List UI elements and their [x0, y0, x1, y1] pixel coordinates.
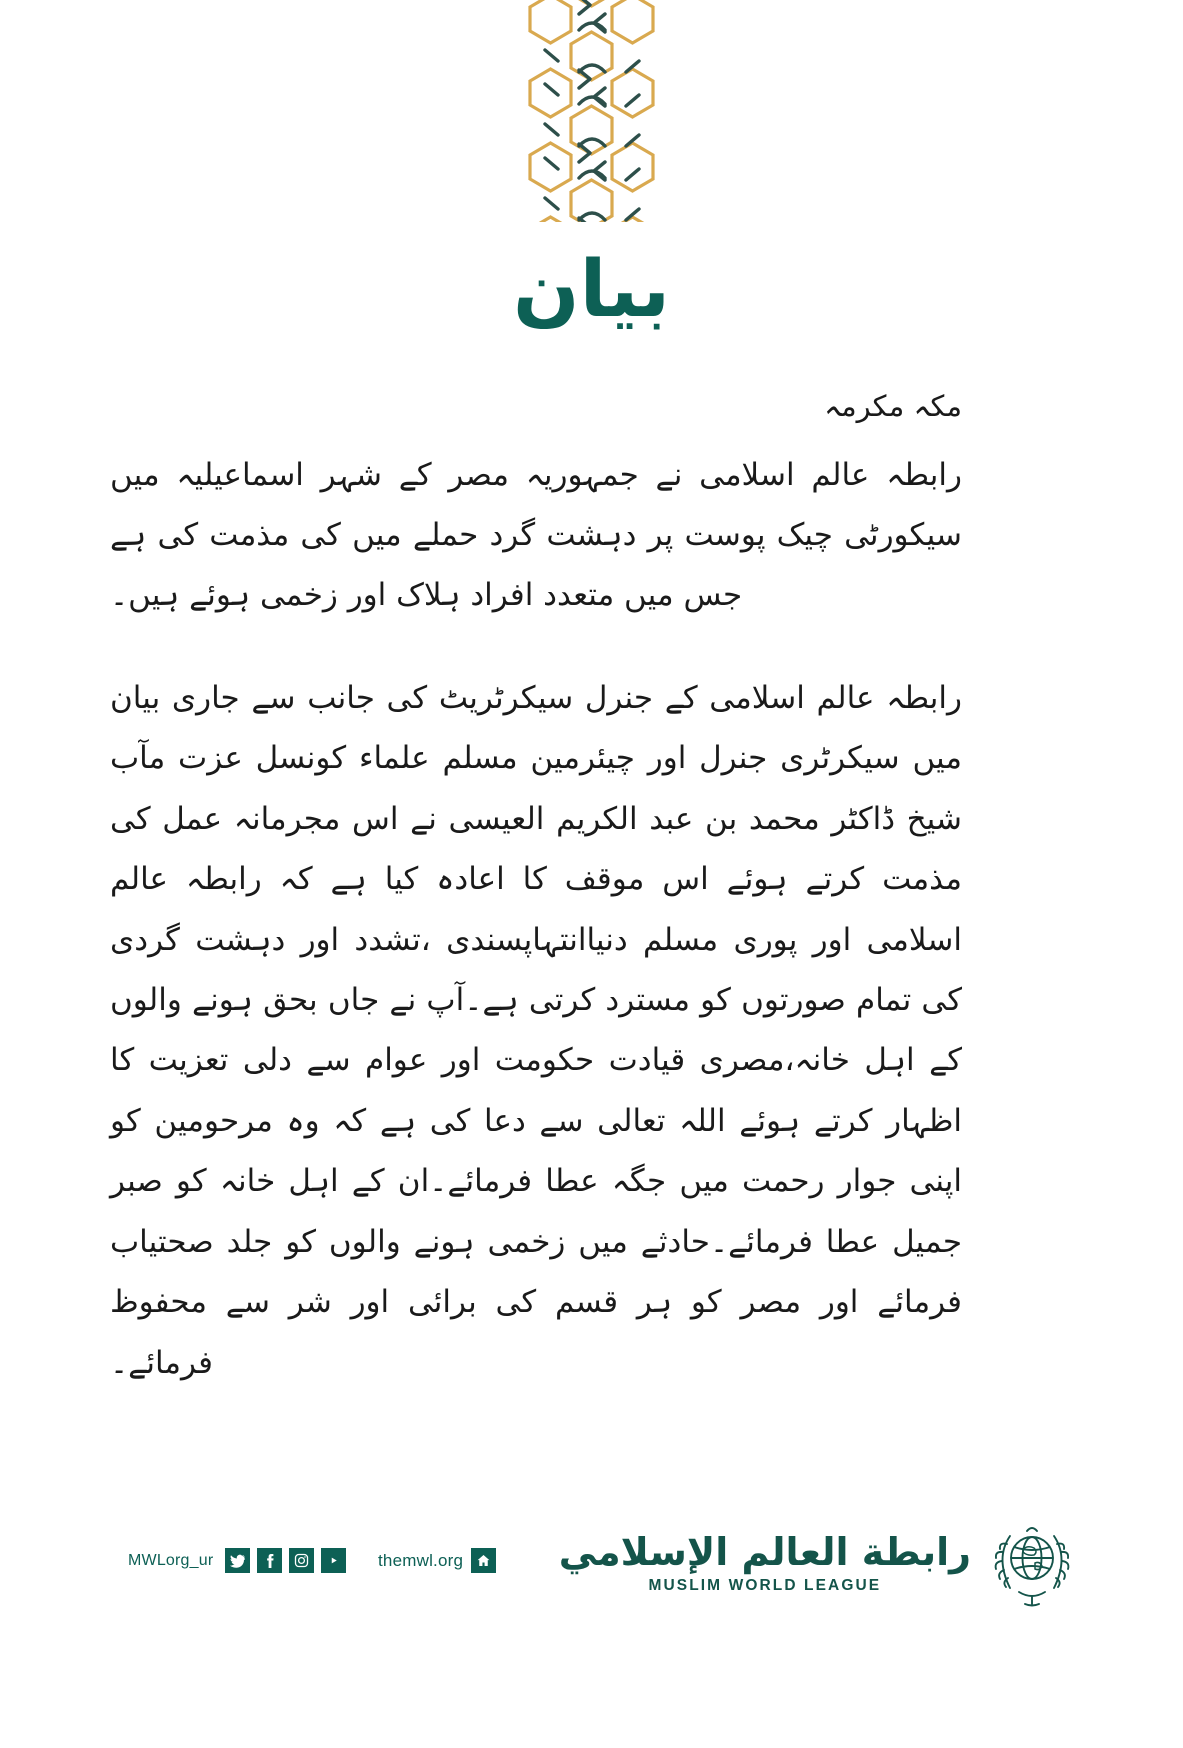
page-footer [0, 1510, 1183, 1620]
website-group[interactable] [378, 1548, 496, 1573]
dateline: مکہ مکرمہ [824, 389, 962, 423]
website-label: themwl.org [378, 1550, 464, 1570]
social-media-group [128, 1548, 346, 1573]
page-title: بیان [513, 245, 670, 335]
statement-body [110, 385, 962, 1435]
statement-paragraph-1: رابطہ عالم اسلامی نے جمہوریہ مصر کے شہر اسماعیلیہ میں سیکورٹی چیک پوست پر دہشت گرد حملے میں کی مذمت کی ہے جس میں متعدد افراد ہلاک اور زخمی ہوئے ہیں۔ [110, 456, 962, 614]
statement-paragraph-2: رابطہ عالم اسلامی کے جنرل سیکرٹریٹ کی جانب سے جاری بیان میں سیکرٹری جنرل اور چیئرمین مسلم علماء کونسل عزت مآب شیخ ڈاکٹر محمد بن عبد الکریم العیسی نے اس مجرمانہ عمل کی مذمت کرتے ہوئے اس موقف کا اعادہ کیا ہے کہ رابطہ عالم اسلامی اور پوری مسلم دنیاانتہاپسندی ،تشدد اور دہشت گردی کی تمام صورتوں کو مسترد کرتی ہے۔آپ نے جاں بحق ہونے والوں کے اہل خانہ،مصری قیادت حکومت اور عوام سے دلی تعزیت کا اظہار کرتے ہوئے اللہ تعالی سے دعا کی ہے کہ وہ مرحومین کو اپنی جوار رحمت میں جگہ عطا فرمائے۔ان کے اہل خانہ کو صبر جمیل عطا فرمائے۔حادثے میں زخمی ہونے والوں کو جلد صحتیاب فرمائے اور مصر کو ہر قسم کی برائی اور شر سے محفوظ فرمائے۔ [110, 679, 962, 1381]
brand-text [558, 1530, 971, 1595]
instagram-icon[interactable] [289, 1548, 314, 1573]
brand-name-english: MUSLIM WORLD LEAGUE [648, 1577, 882, 1594]
social-handle: MWLorg_ur [128, 1551, 214, 1569]
brand-name-arabic: رابطة العالم الإسلامي [558, 1530, 971, 1574]
globe-wreath-emblem [989, 1518, 1075, 1610]
brand-lockup [559, 1518, 1075, 1610]
header-ornament [517, 0, 667, 222]
facebook-icon[interactable] [257, 1548, 282, 1573]
youtube-icon[interactable] [321, 1548, 346, 1573]
home-icon[interactable] [471, 1548, 496, 1573]
twitter-icon[interactable] [225, 1548, 250, 1573]
